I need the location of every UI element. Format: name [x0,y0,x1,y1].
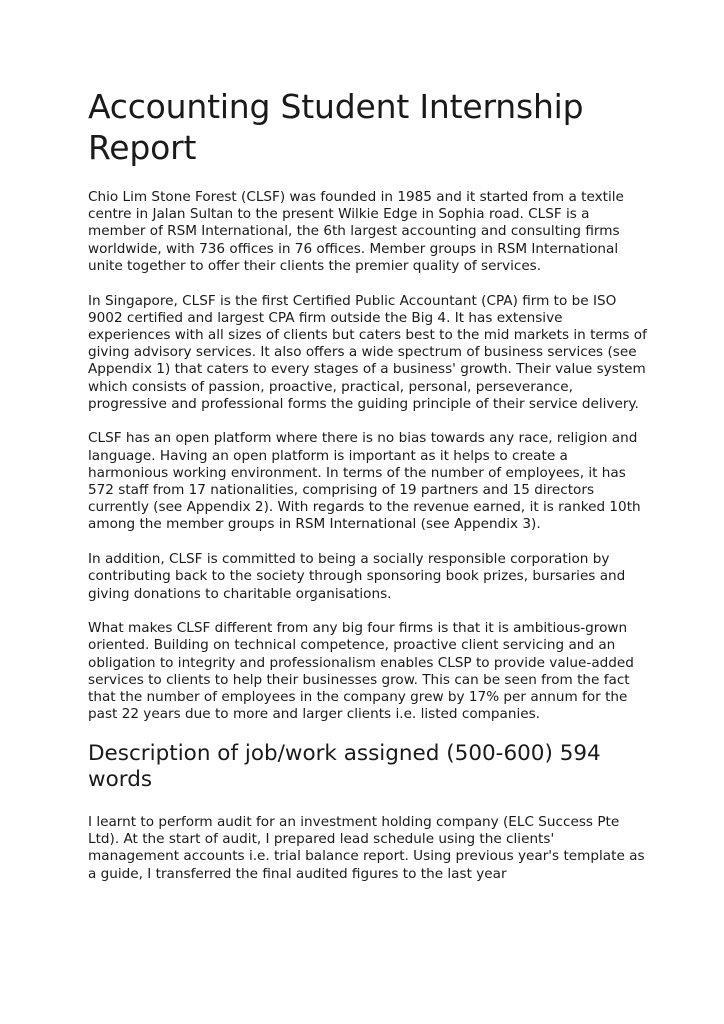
paragraph-singapore-profile: In Singapore, CLSF is the first Certified Public Accountant (CPA) firm to be ISO 9002 certified and largest CPA firm outside the Big 4. It has extensive experiences with all sizes of clients but caters best to the mid markets in terms of giving advisory services. It also offers a wide spectrum of business services (see Appendix 1) that caters to every stages of a business' growth. Their value system which consists of passion, proactive, practical, personal, perseverance, progressive and professional forms the guiding principle of their service delivery. [88,292,647,412]
paragraph-job-description: I learnt to perform audit for an investment holding company (ELC Success Pte Ltd). At the start of audit, I prepared lead schedule using the clients' management accounts i.e. trial balance report. Using previous year's template as a guide, I transferred the final audited figures to the last year [88,813,645,882]
paragraph-differentiation: What makes CLSF different from any big four firms is that it is ambitious-grown oriented. Building on technical competence, proactive client servicing and an obligation to integrity and professionalism enables CLSP to provide value-added services to clients to help their businesses grow. This can be seen from the fact that the number of employees in the company grew by 17% per annum for the past 22 years due to more and larger clients i.e. listed companies. [88,620,634,723]
section-heading-job-description: Description of job/work assigned (500-600) 594 words [88,740,601,792]
paragraph-open-platform: CLSF has an open platform where there is no bias towards any race, religion and language. Having an open platform is important as it helps to create a harmonious working environment. In terms of the number of employees, it has 572 staff from 17 nationalities, comprising of 19 partners and 15 directors currently (see Appendix 2). With regards to the revenue earned, it is ranked 10th among the member groups in RSM International (see Appendix 3). [88,430,641,533]
document-page [88,86,648,883]
document-title: Accounting Student Internship Report [88,87,584,167]
paragraph-social-responsibility: In addition, CLSF is committed to being a socially responsible corporation by contributing back to the society through sponsoring book prizes, bursaries and giving donations to charitable organisations. [88,551,626,602]
paragraph-company-history: Chio Lim Stone Forest (CLSF) was founded in 1985 and it started from a textile centre in Jalan Sultan to the present Wilkie Edge in Sophia road. CLSF is a member of RSM International, the 6th largest accounting and consulting firms worldwide, with 736 offices in 76 offices. Member groups in RSM International unite together to offer their clients the premier quality of services. [88,189,624,274]
